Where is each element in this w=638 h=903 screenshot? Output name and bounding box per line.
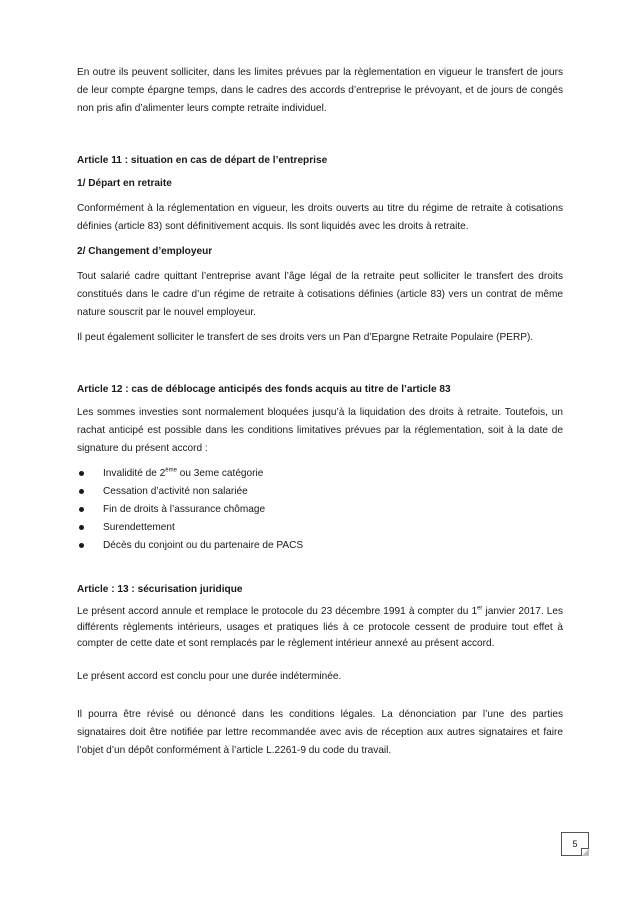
article-13-title: Article : 13 : sécurisation juridique (77, 584, 243, 595)
article-11-title: Article 11 : situation en cas de départ de l’entreprise (77, 155, 328, 166)
article-13-text-1: Le présent accord annule et remplace le protocole du 23 décembre 1991 à compter du 1er janvier 2017. Les différents règlements intérieurs, usages et pratiques liés à ce protocole cessent de produire tout effet à compter de cette date et sont remplacés par le règlement intérieur annexé au présent accord. (77, 605, 563, 649)
list-item: Invalidité de 2ème ou 3eme catégorie (77, 465, 563, 483)
bullet-icon (79, 507, 84, 512)
page-number-badge (561, 832, 589, 856)
list-item: Surendettement (77, 519, 563, 537)
section-changement-employeur-text: Tout salarié cadre quittant l’entreprise avant l’âge légal de la retraite peut solliciter le transfert des droits constitués dans le cadre d’un régime de retraite à cotisations définies (article 83) vers un contrat de même nature souscrit par le nouvel employeur. (77, 271, 563, 318)
bullet-icon (79, 489, 84, 494)
list-item: Cessation d’activité non salariée (77, 483, 563, 501)
bullet-icon (79, 543, 84, 548)
section-depart-retraite-title: 1/ Départ en retraite (77, 178, 172, 189)
article-12-text: Les sommes investies sont normalement bloquées jusqu’à la liquidation des droits à retraite. Toutefois, un rachat anticipé est possible dans les conditions limitatives prévues par la réglementation, soit à la date de signature du présent accord : (77, 407, 563, 454)
section-perp-text: Il peut également solliciter le transfert de ses droits vers un Pan d’Epargne Retraite Populaire (PERP). (77, 332, 534, 343)
article-13-text-3: Il pourra être révisé ou dénoncé dans les conditions légales. La dénonciation par l’une des parties signataires doit être notifiée par lettre recommandée avec avis de réception aux autres signataires et faire l’objet d’un dépôt conformément à l’article L.2261-9 du code du travail. (77, 709, 563, 756)
article-12-title: Article 12 : cas de déblocage anticipés des fonds acquis au titre de l’article 83 (77, 384, 451, 395)
deblocage-list (77, 465, 563, 555)
list-item: Décès du conjoint ou du partenaire de PACS (77, 537, 563, 555)
intro-paragraph: En outre ils peuvent solliciter, dans les limites prévues par la règlementation en vigueur le transfert de jours de leur compte épargne temps, dans le cadres des accords d’entreprise le prévoyant, et de jours de congés non pris afin d’alimenter leurs compte retraite individuel. (77, 67, 563, 114)
document-page (77, 64, 563, 760)
section-depart-retraite-text: Conformément à la réglementation en vigueur, les droits ouverts au titre du régime de retraite à cotisations définies (article 83) sont définitivement acquis. Ils sont liquidés avec les droits à retraite. (77, 203, 563, 232)
page-fold-icon (581, 848, 589, 856)
list-item: Fin de droits à l’assurance chômage (77, 501, 563, 519)
page-number: 5 (572, 839, 578, 849)
section-changement-employeur-title: 2/ Changement d’employeur (77, 246, 213, 257)
bullet-icon (79, 471, 84, 476)
article-13-text-2: Le présent accord est conclu pour une durée indéterminée. (77, 671, 342, 682)
bullet-icon (79, 525, 84, 530)
